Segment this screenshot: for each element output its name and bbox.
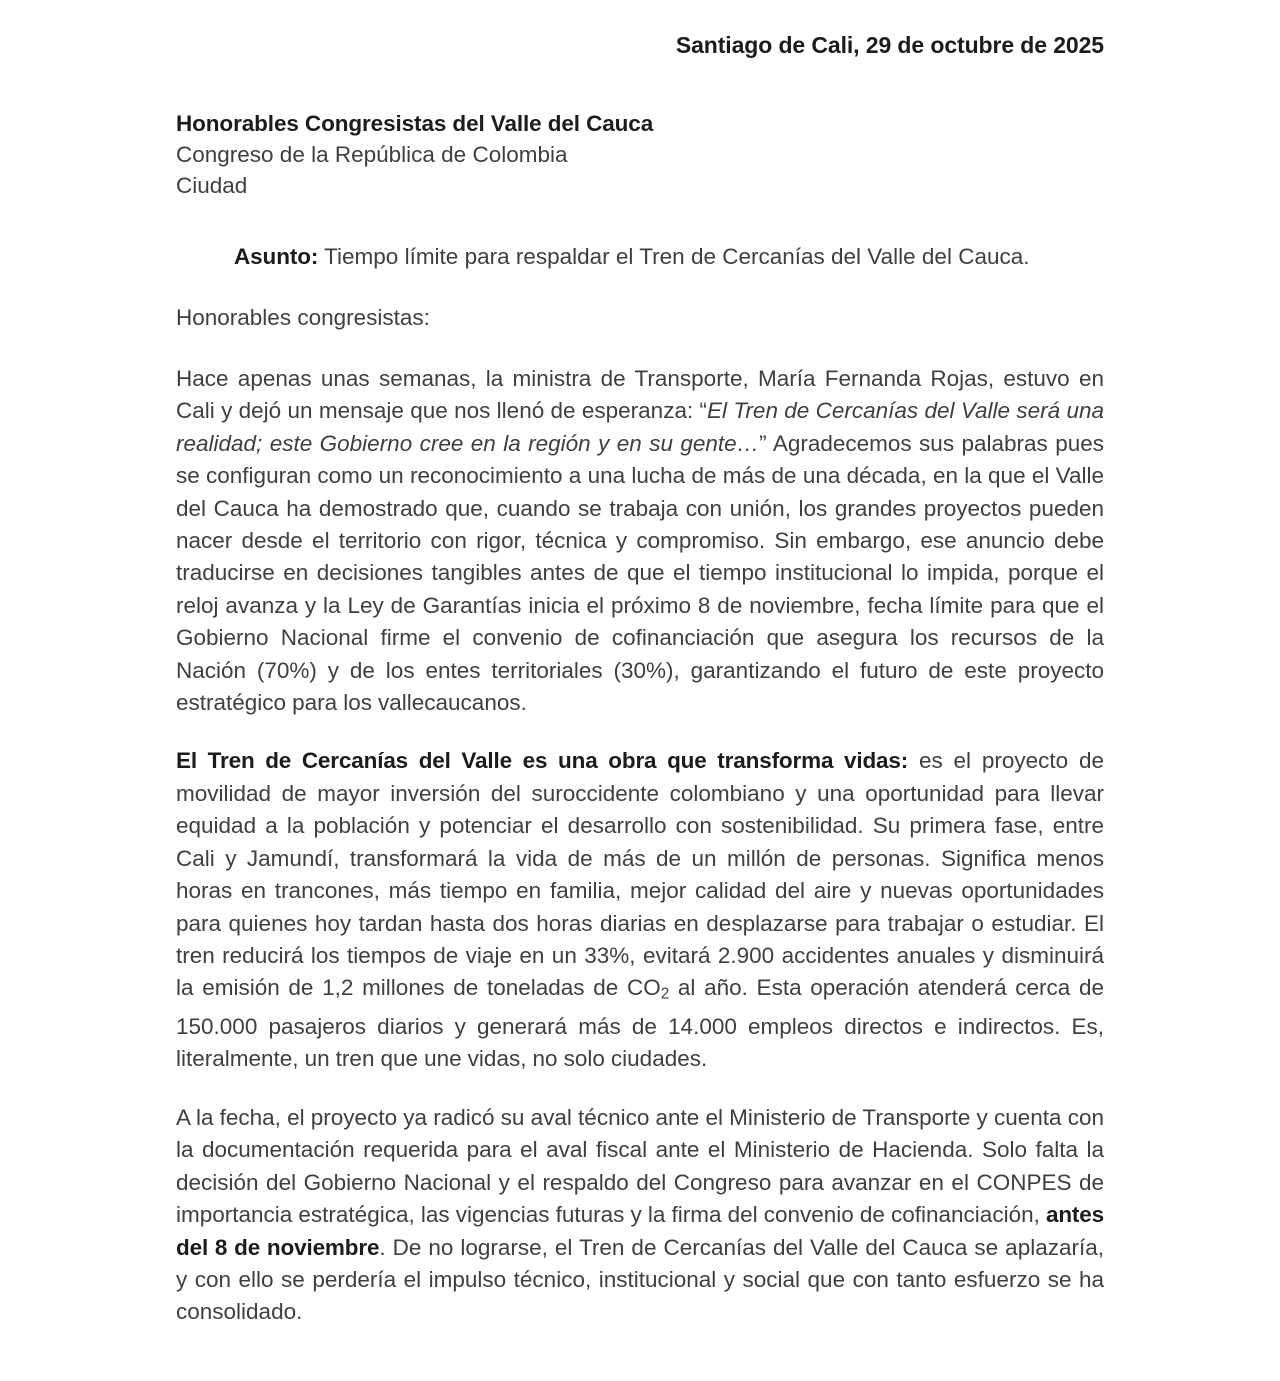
addressee-institution: Congreso de la República de Colombia bbox=[176, 142, 568, 167]
paragraph-3-part-1: A la fecha, el proyecto ya radicó su aval técnico ante el Ministerio de Transporte y cuenta con la documentación requerida para el aval fiscal ante el Ministerio de Hacienda. Solo falta la decisión del Gobierno Nacional y el respaldo del Congreso para avanzar en el CONPES de importancia estratégica, las vigencias futuras y la firma del convenio de cofinanciación, bbox=[176, 1104, 1104, 1228]
subject-label: Asunto: bbox=[234, 244, 319, 269]
addressee-city: Ciudad bbox=[176, 173, 248, 198]
salutation: Honorables congresistas: bbox=[176, 305, 430, 330]
letter-body bbox=[176, 108, 1104, 1329]
subject-line bbox=[176, 241, 1104, 272]
subject-text: Tiempo límite para respaldar el Tren de Cercanías del Valle del Cauca. bbox=[318, 244, 1030, 269]
paragraph-3-part-2: . De no lograrse, el Tren de Cercanías del Valle del Cauca se aplazaría, y con ello se perdería el impulso técnico, institucional y social que con tanto esfuerzo se ha consolidado. bbox=[176, 1234, 1104, 1325]
paragraph-2-part-1: es el proyecto de movilidad de mayor inversión del suroccidente colombiano y una oportunidad para llevar equidad a la población y potenciar el desarrollo con sostenibilidad. Su primera fase, entre Cali y Jamundí, transformará la vida de más de un millón de personas. Significa menos horas en trancones, más tiempo en familia, mejor calidad del aire y nuevas oportunidades para quienes hoy tardan hasta dos horas diarias en desplazarse para trabajar o estudiar. El tren reducirá los tiempos de viaje en un 33%, evitará 2.900 accidentes anuales y disminuirá la emisión de 1,2 millones de toneladas de CO bbox=[176, 748, 1104, 1001]
deadline-emphasis: antes del 8 de noviembre bbox=[176, 1202, 1104, 1260]
addressee-block bbox=[176, 108, 1104, 201]
minister-quote: El Tren de Cercanías del Valle será una realidad; este Gobierno cree en la región y en su gente… bbox=[176, 398, 1104, 456]
paragraph-2-part-2: al año. Esta operación atenderá cerca de 150.000 pasajeros diarios y generará más de 14.000 empleos directos e indirectos. Es, literalmente, un tren que une vidas, no solo ciudades. bbox=[176, 975, 1104, 1072]
paragraph-1-part-1: Hace apenas unas semanas, la ministra de Transporte, María Fernanda Rojas, estuvo en Cali y dejó un mensaje que nos llenó de esperanza: “ bbox=[176, 366, 1104, 424]
paragraph-2-lead: El Tren de Cercanías del Valle es una obra que transforma vidas: bbox=[176, 748, 909, 774]
date-line: Santiago de Cali, 29 de octubre de 2025 bbox=[675, 32, 1104, 58]
paragraph-3 bbox=[176, 1102, 1104, 1329]
paragraph-1 bbox=[176, 363, 1104, 719]
paragraph-2 bbox=[176, 745, 1104, 1075]
co2-subscript: 2 bbox=[660, 985, 670, 1003]
paragraph-1-part-2: ” Agradecemos sus palabras pues se configuran como un reconocimiento a una lucha de más de una década, en la que el Valle del Cauca ha demostrado que, cuando se trabaja con unión, los grandes proyectos pueden nacer desde el territorio con rigor, técnica y compromiso. Sin embargo, ese anuncio debe traducirse en decisiones tangibles antes de que el tiempo institucional lo impida, porque el reloj avanza y la Ley de Garantías inicia el próximo 8 de noviembre, fecha límite para que el Gobierno Nacional firme el convenio de cofinanciación que asegura los recursos de la Nación (70%) y de los entes territoriales (30%), garantizando el futuro de este proyecto estratégico para los vallecaucanos. bbox=[176, 430, 1104, 716]
addressee-title: Honorables Congresistas del Valle del Cauca bbox=[176, 111, 654, 136]
